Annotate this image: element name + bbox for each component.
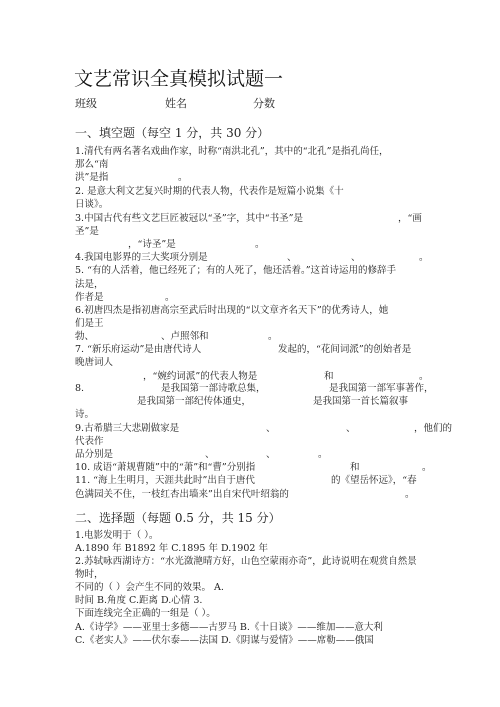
class-label: 班级 [75, 97, 97, 110]
q1-line-1: 1.清代有两名著名戏曲作家，时称“南洪北孔”，其中的“北孔”是指孔尚任， [75, 146, 389, 157]
q4-sep-1: 、 [287, 252, 297, 263]
q9-line-1: 9.古希腊三大悲剧做家是 [75, 423, 180, 434]
q11-line-1: 11. “海上生明月，天涯共此时”出自于唐代 [75, 475, 255, 486]
q10-end: 。 [422, 462, 432, 473]
q6-line-3: 勃、 [75, 331, 95, 342]
q7-end: 。 [419, 371, 429, 382]
q8-number: 8. [75, 383, 85, 394]
q6-end: 。 [268, 331, 278, 342]
q9-line-2: 代表作 [75, 436, 104, 447]
q5-line-1: 5. “有的人活着，他已经死了；有的人死了，他还活着。”这首诗运用的修辞手 [75, 265, 397, 276]
page-title: 文艺常识全真模拟试题一 [74, 68, 284, 90]
q7-line-1-b: 发起的，“花间词派”的创始者是 [278, 344, 412, 355]
q10-and: 和 [350, 462, 360, 473]
mc-q2-line-3: 不同的（ ）会产生不同的效果。 A. [75, 582, 224, 593]
q11-line-1-b: 的《望岳怀远》，“春 [331, 475, 417, 486]
q3-line-3: ，“诗圣”是 [128, 239, 176, 250]
q7-line-2: 晚唐词人 [75, 357, 114, 368]
q3-end: 。 [255, 239, 265, 250]
q2-line-1: 2. 是意大利文艺复兴时期的代表人物，代表作是短篇小说集《十 [75, 186, 344, 197]
q7-line-3-and: 和 [324, 371, 334, 382]
q8-line-1-b: 是我国第一部诗歌总集， [161, 383, 266, 394]
mc-q2-line-2: 物时， [75, 569, 104, 580]
q1-end: 。 [178, 172, 188, 183]
section-fill-blank-heading: 一、填空题（每空 1 分，共 30 分） [75, 126, 270, 140]
q8-line-2-b: 是我国第一首长篇叙事 [313, 396, 409, 407]
q7-line-3: ，“婉约词派”的代表人物是 [143, 371, 258, 382]
q4-sep-2: 、 [351, 252, 361, 263]
mc-q3-stem: 下面连线完全正确的一组是（ ）。 [75, 608, 216, 619]
q5-line-3: 作者是 [75, 292, 104, 303]
q4-end: 。 [419, 252, 429, 263]
q8-line-3: 诗。 [75, 409, 95, 420]
mc-q1-stem: 1.电影发明于（ ）。 [75, 530, 159, 541]
q1-line-2: 那么“南 [75, 159, 109, 170]
q9-line-3: 品分别是 [75, 449, 114, 460]
score-label: 分数 [253, 97, 275, 110]
q9-line-1-end: ，他们的 [414, 423, 453, 434]
mc-q2-line-4: 时间 B.角度 C.距离 D.心情 3. [75, 595, 203, 606]
q8-line-1-c: 是我国第一部军事著作， [329, 383, 434, 394]
q6-line-1: 6.初唐四杰是指初唐高宗至武后时出现的“以文章齐名天下”的优秀诗人，她 [75, 305, 389, 316]
mc-q1-options: A.1890 年 B1892 年 C.1895 年 D.1902 年 [75, 543, 268, 554]
q5-line-2: 法是， [75, 279, 104, 290]
q9-line-3-sep-1: 、 [205, 449, 215, 460]
q4-line: 4.我国电影界的三大奖项分别是 [75, 252, 208, 263]
q11-line-2: 色满园关不住，一枝红杏出墙来”出自宋代叶绍翁的 [75, 489, 289, 500]
q5-end: 。 [165, 292, 175, 303]
q7-line-1: 7. “新乐府运动”是由唐代诗人 [75, 344, 202, 355]
q11-end: 。 [405, 489, 415, 500]
q3-line-1: 3.中国古代有些文艺巨匠被冠以“圣”字，其中“书圣”是 [75, 213, 303, 224]
q3-line-1-end: ，“画 [398, 213, 422, 224]
q6-line-3-mid: 、卢照邻和 [161, 331, 209, 342]
name-label: 姓名 [165, 97, 187, 110]
q2-line-2: 日谈》。 [75, 199, 109, 210]
q10-line: 10. 成语“萧规曹随”中的“萧”和“曹”分别指 [75, 462, 256, 473]
mc-q3-options-ab: A.《诗学》——亚里士多德——古罗马 B.《十日谈》——维加——意大利 [75, 622, 383, 633]
mc-q2-line-1: 2.苏轼咏西湖诗方：“水光潋滟晴方好，山色空蒙雨亦奇”，此诗说明在观赏自然景 [75, 556, 417, 567]
q1-line-3: 洪”是指 [75, 172, 109, 183]
q9-sep-2: 、 [346, 423, 356, 434]
q9-end: 。 [318, 449, 328, 460]
q9-sep-1: 、 [266, 423, 276, 434]
q8-line-2-a: 是我国第一部纪传体通史， [137, 396, 252, 407]
section-choice-heading: 二、选择题（每题 0.5 分，共 15 分） [75, 511, 281, 525]
q6-line-2: 们是王 [75, 318, 104, 329]
q9-line-3-sep-2: 、 [266, 449, 276, 460]
q3-line-2: 圣”是 [75, 226, 99, 237]
mc-q3-options-cd: C.《老实人》——伏尔泰——法国 D.《阴谋与爱情》——席勒——俄国 [75, 635, 374, 646]
